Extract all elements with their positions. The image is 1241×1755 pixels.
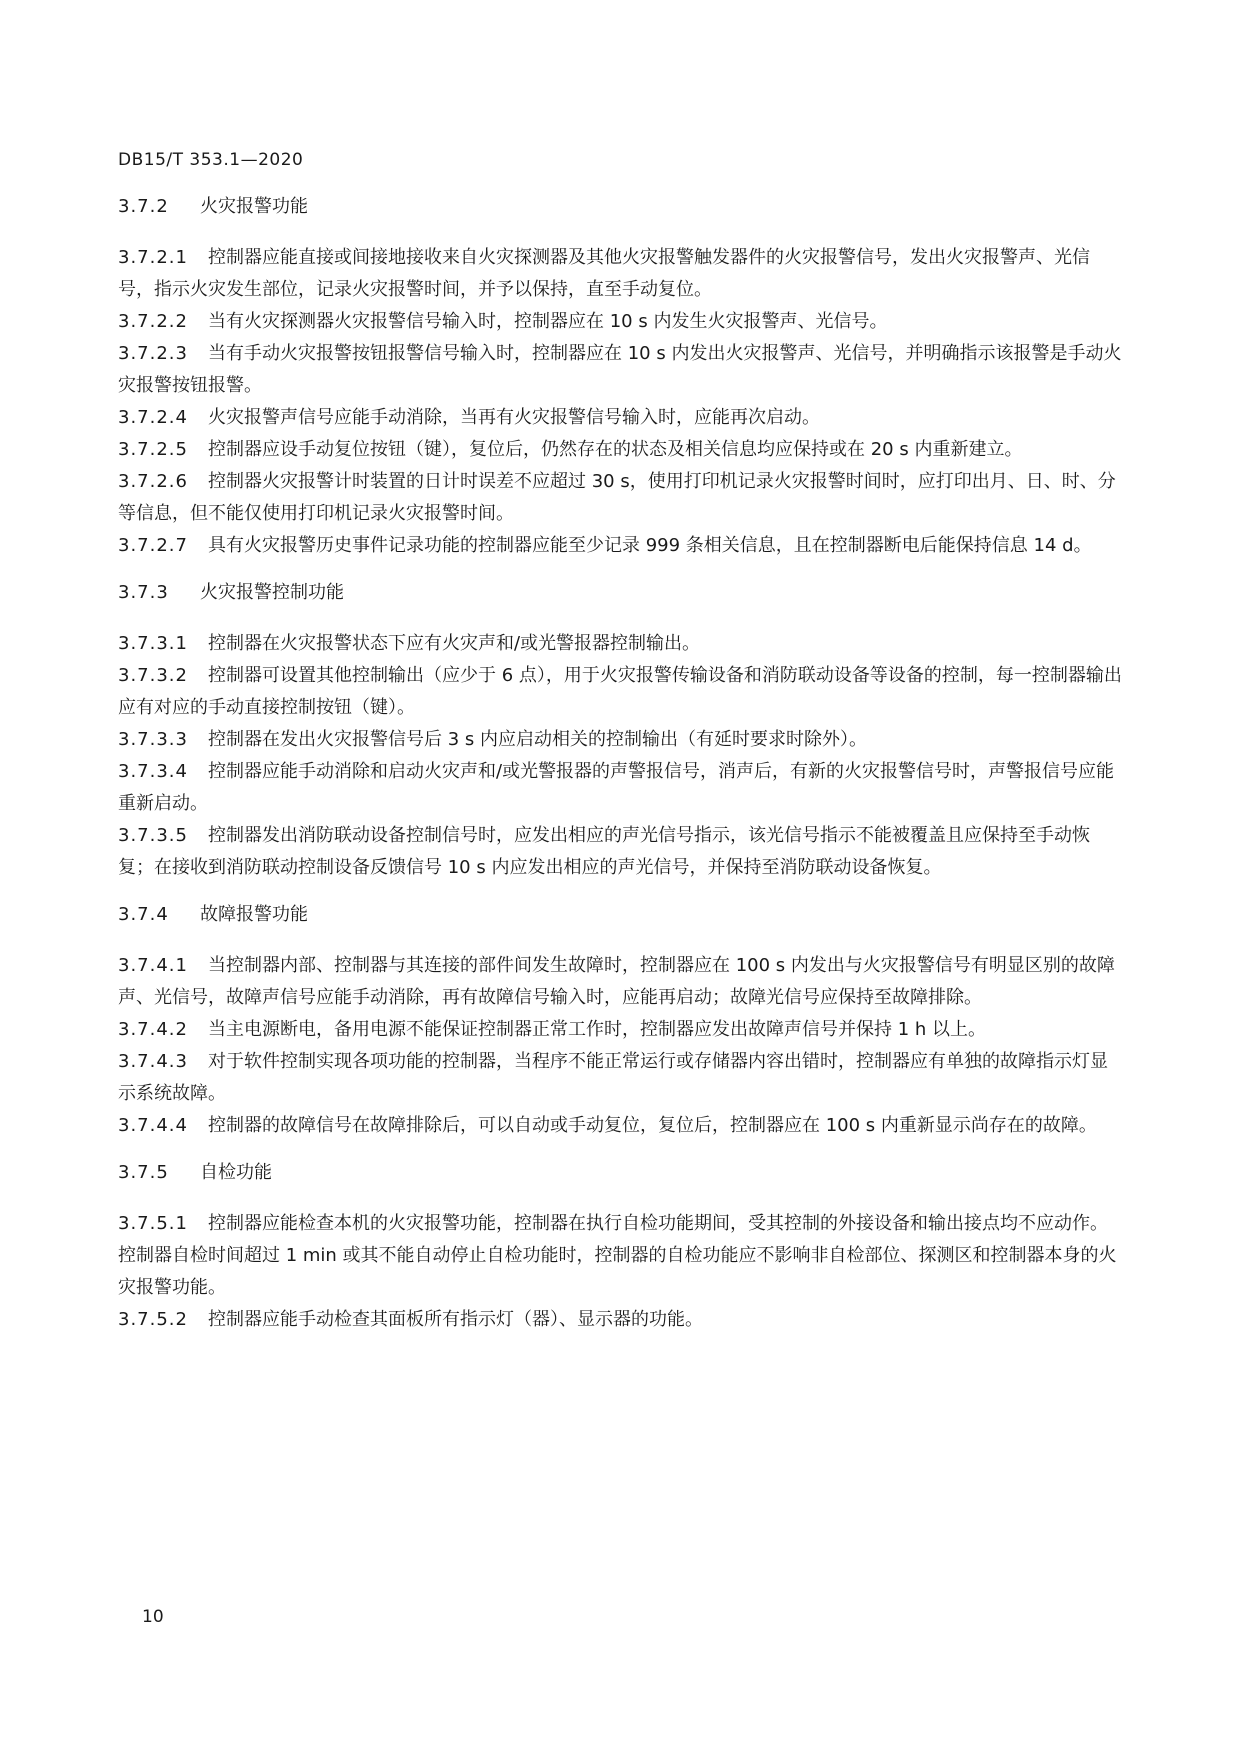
clause-number: 3.7.2.6 <box>118 471 188 492</box>
clause-text: 具有火灾报警历史事件记录功能的控制器应能至少记录 999 条相关信息，且在控制器断电后能保持信息 14 d。 <box>208 535 1092 556</box>
clause-text: 控制器应能手动检查其面板所有指示灯（器）、显示器的功能。 <box>208 1309 703 1330</box>
clause-text: 对于软件控制实现各项功能的控制器，当程序不能正常运行或存储器内容出错时，控制器应有单独的故障指示灯显示系统故障。 <box>118 1051 1108 1104</box>
document-body <box>118 190 1122 1350</box>
clause <box>118 1110 1122 1142</box>
document-code: DB15/T 353.1—2020 <box>118 150 304 170</box>
section-title: 故障报警功能 <box>200 904 308 925</box>
clause-text: 控制器发出消防联动设备控制信号时，应发出相应的声光信号指示，该光信号指示不能被覆盖且应保持至手动恢复；在接收到消防联动控制设备反馈信号 10 s 内应发出相应的声光信号，并保持至消防联动设备恢复。 <box>118 825 1090 878</box>
section-title: 火灾报警功能 <box>200 196 308 217</box>
clause-text: 火灾报警声信号应能手动消除，当再有火灾报警信号输入时，应能再次启动。 <box>208 407 820 428</box>
clause-number: 3.7.3.4 <box>118 761 188 782</box>
clause-number: 3.7.3.3 <box>118 729 188 750</box>
clause <box>118 1304 1122 1336</box>
section-3-7-3 <box>118 576 1122 884</box>
clause-text: 控制器应能直接或间接地接收来自火灾探测器及其他火灾报警触发器件的火灾报警信号，发出火灾报警声、光信号，指示火灾发生部位，记录火灾报警时间，并予以保持，直至手动复位。 <box>118 247 1090 300</box>
section-heading <box>118 576 1122 610</box>
clause-number: 3.7.4.4 <box>118 1115 188 1136</box>
clause-text: 控制器在发出火灾报警信号后 3 s 内应启动相关的控制输出（有延时要求时除外）。 <box>208 729 867 750</box>
section-number: 3.7.2 <box>118 196 169 217</box>
clause <box>118 402 1122 434</box>
clause <box>118 660 1122 724</box>
clause <box>118 338 1122 402</box>
clause <box>118 1208 1122 1304</box>
clause <box>118 434 1122 466</box>
clause-text: 控制器应能手动消除和启动火灾声和/或光警报器的声警报信号，消声后，有新的火灾报警信号时，声警报信号应能重新启动。 <box>118 761 1115 814</box>
clause-number: 3.7.3.5 <box>118 825 188 846</box>
clause-number: 3.7.3.1 <box>118 633 188 654</box>
clause <box>118 530 1122 562</box>
section-heading <box>118 190 1122 224</box>
clause-number: 3.7.2.4 <box>118 407 188 428</box>
clause-number: 3.7.4.1 <box>118 955 188 976</box>
clause <box>118 820 1122 884</box>
section-number: 3.7.3 <box>118 582 169 603</box>
section-number: 3.7.4 <box>118 904 169 925</box>
clause <box>118 628 1122 660</box>
clause-text: 当有火灾探测器火灾报警信号输入时，控制器应在 10 s 内发生火灾报警声、光信号。 <box>208 311 888 332</box>
clause-text: 控制器火灾报警计时装置的日计时误差不应超过 30 s，使用打印机记录火灾报警时间时，应打印出月、日、时、分等信息，但不能仅使用打印机记录火灾报警时间。 <box>118 471 1116 524</box>
clause <box>118 950 1122 1014</box>
page-number: 10 <box>142 1607 164 1627</box>
section-title: 自检功能 <box>200 1162 272 1183</box>
clause-number: 3.7.5.1 <box>118 1213 188 1234</box>
clause-number: 3.7.2.2 <box>118 311 188 332</box>
section-title: 火灾报警控制功能 <box>200 582 344 603</box>
clause-number: 3.7.5.2 <box>118 1309 188 1330</box>
section-3-7-4 <box>118 898 1122 1142</box>
clause-text: 控制器应能检查本机的火灾报警功能，控制器在执行自检功能期间，受其控制的外接设备和输出接点均不应动作。控制器自检时间超过 1 min 或其不能自动停止自检功能时，控制器的自检功能应不影响非自检部位、探测区和控制器本身的火灾报警功能。 <box>118 1213 1117 1298</box>
section-number: 3.7.5 <box>118 1162 169 1183</box>
clause-text: 当控制器内部、控制器与其连接的部件间发生故障时，控制器应在 100 s 内发出与火灾报警信号有明显区别的故障声、光信号，故障声信号应能手动消除，再有故障信号输入时，应能再启动；故障光信号应保持至故障排除。 <box>118 955 1115 1008</box>
section-3-7-2 <box>118 190 1122 562</box>
section-3-7-5 <box>118 1156 1122 1336</box>
clause <box>118 1046 1122 1110</box>
clause <box>118 1014 1122 1046</box>
clause <box>118 306 1122 338</box>
section-heading <box>118 898 1122 932</box>
clause-number: 3.7.2.3 <box>118 343 188 364</box>
clause-text: 控制器在火灾报警状态下应有火灾声和/或光警报器控制输出。 <box>208 633 701 654</box>
clause <box>118 466 1122 530</box>
clause-number: 3.7.2.1 <box>118 247 188 268</box>
clause-text: 当有手动火灾报警按钮报警信号输入时，控制器应在 10 s 内发出火灾报警声、光信号，并明确指示该报警是手动火灾报警按钮报警。 <box>118 343 1122 396</box>
clause-text: 控制器应设手动复位按钮（键），复位后，仍然存在的状态及相关信息均应保持或在 20 s 内重新建立。 <box>208 439 1023 460</box>
clause-number: 3.7.2.7 <box>118 535 188 556</box>
clause <box>118 724 1122 756</box>
clause-number: 3.7.2.5 <box>118 439 188 460</box>
clause-number: 3.7.4.2 <box>118 1019 188 1040</box>
clause-number: 3.7.4.3 <box>118 1051 188 1072</box>
clause-number: 3.7.3.2 <box>118 665 188 686</box>
section-heading <box>118 1156 1122 1190</box>
clause-text: 控制器可设置其他控制输出（应少于 6 点），用于火灾报警传输设备和消防联动设备等设备的控制，每一控制器输出应有对应的手动直接控制按钮（键）。 <box>118 665 1122 718</box>
clause <box>118 242 1122 306</box>
clause <box>118 756 1122 820</box>
clause-text: 当主电源断电，备用电源不能保证控制器正常工作时，控制器应发出故障声信号并保持 1 h 以上。 <box>208 1019 987 1040</box>
clause-text: 控制器的故障信号在故障排除后，可以自动或手动复位，复位后，控制器应在 100 s 内重新显示尚存在的故障。 <box>208 1115 1097 1136</box>
